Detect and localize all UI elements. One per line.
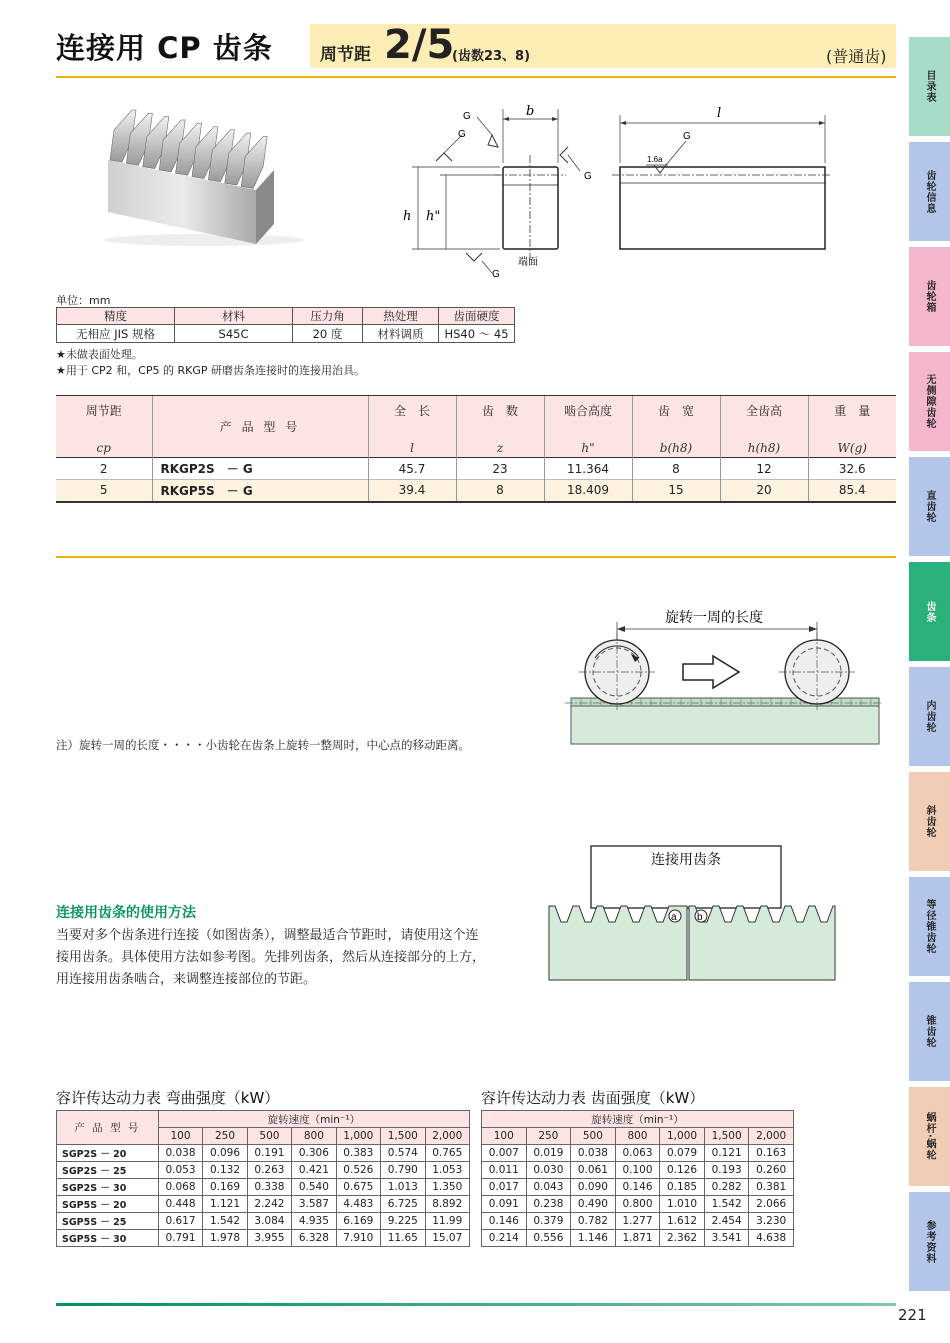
table-cell: 23 [456,458,544,480]
side-tab-7[interactable] [909,772,950,874]
speed-header-cell: 500 [571,1128,616,1145]
side-tab-label: 内齿轮 [924,700,935,733]
sym-h2: h" [581,441,595,455]
speed-header-cell: 2,000 [425,1128,469,1145]
power-value: 4.483 [336,1196,380,1213]
side-tab-0[interactable] [909,37,950,139]
power-value: 1.010 [660,1196,705,1213]
power-model: SGP2S － 20 [57,1145,159,1162]
power-value: 0.791 [158,1230,202,1247]
power-value: 1.121 [203,1196,247,1213]
power-value: 1.053 [425,1162,469,1179]
bending-table-title: 容许传达动力表 弯曲强度（kW） [56,1089,280,1107]
col-teeth: 齿 数 [481,404,518,418]
power-value: 0.193 [704,1162,749,1179]
side-tab-4[interactable] [909,457,950,559]
connection-figure [545,840,840,985]
power-value: 0.038 [571,1145,616,1162]
spec-note-2: ★用于 CP2 和，CP5 的 RKGP 研磨齿条连接时的连接用治具。 [56,364,365,377]
power-value: 2.362 [660,1230,705,1247]
power-value: 11.65 [381,1230,425,1247]
col-cp: 周节距 [85,404,122,418]
power-value: 0.169 [203,1179,247,1196]
speed-header-cell: 2,000 [749,1128,794,1145]
spec-header-cell: 齿面硬度 [439,308,515,325]
table-row [57,1145,470,1162]
product-model: RKGP5S － G [152,480,368,502]
power-value: 0.079 [660,1145,705,1162]
power-value: 0.090 [571,1179,616,1196]
mark-b: b [697,912,703,923]
pitch-label: 周节距 [320,45,371,65]
usage-body: 当要对多个齿条进行连接（如图齿条），调整最适合节距时，请使用这个连接用齿条。具体使用方法如参考图。先排列齿条，然后从连接部分的上方，用连接用齿条啮合，来调整连接部位的节距。 [56,928,486,987]
col-height: 全齿高 [745,404,782,418]
spec-value-cell: 材料调质 [363,325,439,343]
teeth-note: (齿数23、8) [452,49,531,64]
power-value: 0.011 [482,1162,527,1179]
side-tab-8[interactable] [909,877,950,979]
spec-value-cell: HS40 ～ 45 [439,325,515,343]
power-model: SGP5S － 30 [57,1230,159,1247]
power-value: 0.448 [158,1196,202,1213]
table-cell: 18.409 [544,480,632,502]
power-value: 1.542 [203,1213,247,1230]
table-cell: 20 [720,480,808,502]
speed-header-cell: 250 [203,1128,247,1145]
col-mesh: 啮合高度 [563,404,612,418]
power-value: 1.978 [203,1230,247,1247]
speed-header-cell: 100 [158,1128,202,1145]
spec-header-cell: 压力角 [293,308,363,325]
side-tab-6[interactable] [909,667,950,769]
power-value: 0.238 [526,1196,571,1213]
table-row [56,458,896,480]
dim-l: l [717,106,722,121]
col-width: 齿 宽 [657,404,694,418]
power-value: 0.163 [749,1145,794,1162]
spec-header-cell: 热处理 [363,308,439,325]
power-value: 3.084 [247,1213,291,1230]
rotation-figure [565,600,885,750]
power-value: 15.07 [425,1230,469,1247]
power-model: SGP2S － 30 [57,1179,159,1196]
side-tab-label: 无侧隙齿轮 [924,374,935,429]
dim-h2: h" [426,209,441,224]
table-row [482,1230,794,1247]
g-mark-5: G [683,131,691,142]
power-value: 1.146 [571,1230,616,1247]
power-value: 0.790 [381,1162,425,1179]
power-value: 2.242 [247,1196,291,1213]
power-value: 0.782 [571,1213,616,1230]
side-tab-10[interactable] [909,1087,950,1189]
side-tab-3[interactable] [909,352,950,454]
side-tab-label: 锥齿轮 [924,1015,935,1048]
side-tab-label: 蜗杆·蜗轮 [924,1112,935,1161]
power-value: 4.638 [749,1230,794,1247]
side-tab-label: 目录表 [924,70,935,103]
power-value: 0.030 [526,1162,571,1179]
table-row [482,1162,794,1179]
table-cell: 45.7 [368,458,456,480]
table-row [56,480,896,502]
power-model: SGP5S － 25 [57,1213,159,1230]
table-cell: 11.364 [544,458,632,480]
table-row [482,1213,794,1230]
rack-right [689,906,835,980]
power-value: 0.540 [292,1179,336,1196]
unit-label: 单位：mm [56,294,111,307]
sym-z: z [496,441,504,455]
power-value: 0.490 [571,1196,616,1213]
power-value: 0.191 [247,1145,291,1162]
spec-header-cell: 精度 [57,308,175,325]
surface-speed-header: 旋转速度（min⁻¹） [482,1111,794,1128]
table-row [482,1196,794,1213]
power-value: 0.091 [482,1196,527,1213]
power-value: 1.542 [704,1196,749,1213]
power-value: 0.282 [704,1179,749,1196]
power-value: 0.421 [292,1162,336,1179]
side-tab-label: 斜齿轮 [924,805,935,838]
speed-header-cell: 1,500 [704,1128,749,1145]
spec-table [56,307,515,343]
page-number: 221 [898,1306,927,1324]
power-value: 3.541 [704,1230,749,1247]
table-row [482,1145,794,1162]
power-model: SGP2S － 25 [57,1162,159,1179]
power-value: 0.096 [203,1145,247,1162]
side-tab-label: 参考资料 [924,1219,935,1264]
power-value: 8.892 [425,1196,469,1213]
rack-photo [96,100,306,250]
power-value: 6.169 [336,1213,380,1230]
pitch-value: 2/5 [384,22,455,68]
side-tab-label: 齿轮箱 [924,280,935,313]
g-mark-4: G [492,269,500,280]
side-tab-5[interactable] [909,562,950,664]
power-value: 0.381 [749,1179,794,1196]
g-mark-2: G [463,111,471,122]
dim-h: h [403,209,412,224]
table-cell: 85.4 [808,480,896,502]
side-tab-label: 齿轮信息 [924,169,935,214]
rotation-note: 注）旋转一周的长度・・・・小齿轮在齿条上旋转一整周时，中心点的移动距离。 [56,738,470,752]
col-weight: 重 量 [834,404,871,418]
power-value: 0.379 [526,1213,571,1230]
col-model: 产 品 型 号 [152,396,368,458]
power-value: 1.871 [615,1230,660,1247]
table-cell: 12 [720,458,808,480]
spec-value-cell: 无相应 JIS 规格 [57,325,175,343]
section-rule [56,556,896,558]
spec-value-cell: 20 度 [293,325,363,343]
power-value: 0.019 [526,1145,571,1162]
g-mark-1: G [458,129,466,140]
power-value: 0.061 [571,1162,616,1179]
usage-title: 连接用齿条的使用方法 [56,905,196,921]
g-mark-3: G [584,171,592,182]
power-value: 0.185 [660,1179,705,1196]
speed-header-cell: 1,000 [660,1128,705,1145]
product-table [56,395,896,503]
power-value: 0.146 [482,1213,527,1230]
power-value: 9.225 [381,1213,425,1230]
power-value: 11.99 [425,1213,469,1230]
power-value: 6.328 [292,1230,336,1247]
side-tab-label: 直齿轮 [924,490,935,523]
side-tab-2[interactable] [909,247,950,349]
power-value: 2.454 [704,1213,749,1230]
speed-header-cell: 100 [482,1128,527,1145]
table-row [57,1230,470,1247]
rotation-length-label: 旋转一周的长度 [665,609,763,625]
surface-strength-table [481,1110,794,1247]
power-value: 0.038 [158,1145,202,1162]
side-tab-label: 等径锥齿轮 [924,899,935,954]
tooth-type: (普通齿) [826,47,887,66]
table-row [57,1196,470,1213]
page-title: 连接用 CP 齿条 [56,31,273,65]
power-value: 4.935 [292,1213,336,1230]
power-value: 3.955 [247,1230,291,1247]
table-cell: 5 [56,480,152,502]
side-tab-9[interactable] [909,982,950,1084]
power-value: 0.063 [615,1145,660,1162]
power-value: 0.146 [615,1179,660,1196]
side-tab-1[interactable] [909,142,950,244]
power-model: SGP5S － 20 [57,1196,159,1213]
table-cell: 8 [632,458,720,480]
footer-rule [56,1303,896,1306]
table-cell: 15 [632,480,720,502]
dim-b: b [526,104,535,119]
power-value: 0.306 [292,1145,336,1162]
power-value: 0.121 [704,1145,749,1162]
power-value: 2.066 [749,1196,794,1213]
power-value: 0.100 [615,1162,660,1179]
speed-header-cell: 800 [292,1128,336,1145]
speed-header-cell: 800 [615,1128,660,1145]
power-value: 0.617 [158,1213,202,1230]
bending-speed-header: 旋转速度（min⁻¹） [158,1111,469,1128]
power-value: 0.338 [247,1179,291,1196]
table-cell: 39.4 [368,480,456,502]
table-row [482,1179,794,1196]
power-value: 6.725 [381,1196,425,1213]
power-value: 0.126 [660,1162,705,1179]
spec-value-cell: S45C [175,325,293,343]
technical-drawing [400,95,840,285]
speed-header-cell: 1,500 [381,1128,425,1145]
table-row [57,1162,470,1179]
table-row [57,1179,470,1196]
power-value: 0.263 [247,1162,291,1179]
bending-strength-table [56,1110,470,1247]
power-value: 0.043 [526,1179,571,1196]
side-tab-11[interactable] [909,1192,950,1294]
roughness-mark: 1.6a [647,155,663,164]
table-cell: 2 [56,458,152,480]
speed-header-cell: 500 [247,1128,291,1145]
speed-header-cell: 1,000 [336,1128,380,1145]
sym-w: W(g) [837,441,867,455]
speed-header-cell: 250 [526,1128,571,1145]
header-rule [56,76,896,78]
power-value: 3.587 [292,1196,336,1213]
power-value: 0.017 [482,1179,527,1196]
product-model: RKGP2S － G [152,458,368,480]
power-value: 0.556 [526,1230,571,1247]
bending-model-header: 产 品 型 号 [57,1111,159,1145]
connection-rack-label: 连接用齿条 [651,851,721,867]
surface-table-title: 容许传达动力表 齿面强度（kW） [481,1089,705,1107]
spec-header-cell: 材料 [175,308,293,325]
table-cell: 8 [456,480,544,502]
sym-cp: cp [96,441,111,455]
power-value: 0.214 [482,1230,527,1247]
power-value: 0.800 [615,1196,660,1213]
mark-a: a [671,912,677,923]
table-cell: 32.6 [808,458,896,480]
power-value: 0.132 [203,1162,247,1179]
power-value: 1.350 [425,1179,469,1196]
power-value: 1.013 [381,1179,425,1196]
power-value: 1.612 [660,1213,705,1230]
col-length: 全 长 [393,404,430,418]
power-value: 0.574 [381,1145,425,1162]
end-face-label: 端面 [518,257,538,268]
power-value: 0.260 [749,1162,794,1179]
power-value: 0.068 [158,1179,202,1196]
power-value: 0.007 [482,1145,527,1162]
power-value: 0.383 [336,1145,380,1162]
sym-b: b(h8) [659,441,693,455]
table-row [57,1213,470,1230]
power-value: 7.910 [336,1230,380,1247]
power-value: 0.675 [336,1179,380,1196]
power-value: 3.230 [749,1213,794,1230]
spec-note-1: ★未做表面处理。 [56,348,143,361]
side-tab-label: 齿条 [924,600,935,623]
sym-h: h(h8) [747,441,781,455]
power-value: 0.526 [336,1162,380,1179]
power-value: 1.277 [615,1213,660,1230]
power-value: 0.053 [158,1162,202,1179]
sym-l: l [410,441,414,455]
power-value: 0.765 [425,1145,469,1162]
rack-left [549,906,687,980]
